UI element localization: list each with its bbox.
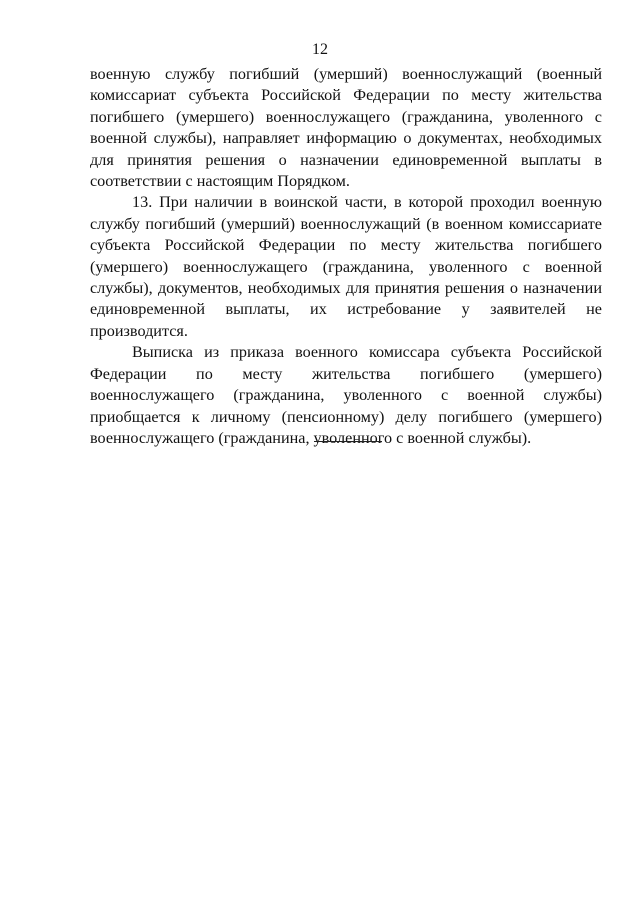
document-body — [90, 64, 602, 449]
page-number: 12 — [312, 41, 328, 58]
paragraph-item-13: 13. При наличии в воинской части, в которой проходил военную службу погибший (умерший) военнослужащий (в военном комиссариате субъекта Российской Федерации по месту жительства погибшего (умершего) военнослужащего (гражданина, уволенного с военной службы), документов, необходимых для принятия решения о назначении единовременной выплаты, их истребование у заявителей не производится. — [90, 193, 602, 340]
paragraph-continuation: военную службу погибший (умерший) военнослужащий (военный комиссариат субъекта Российской Федерации по месту жительства погибшего (умершего) военнослужащего (гражданина, уволенного с военной службы), направляет информацию о документах, необходимых для принятия решения о назначении единовременной выплаты в соответствии с настоящим Порядком. — [90, 65, 602, 191]
end-of-text-divider — [314, 441, 382, 442]
paragraph-extract: Выписка из приказа военного комиссара субъекта Российской Федерации по месту жительства погибшего (умершего) военнослужащего (гражданина, уволенного с военной службы) приобщается к личному (пенсионному) делу погибшего (умершего) военнослужащего (гражданина, уволенного с военной службы). — [90, 343, 602, 447]
